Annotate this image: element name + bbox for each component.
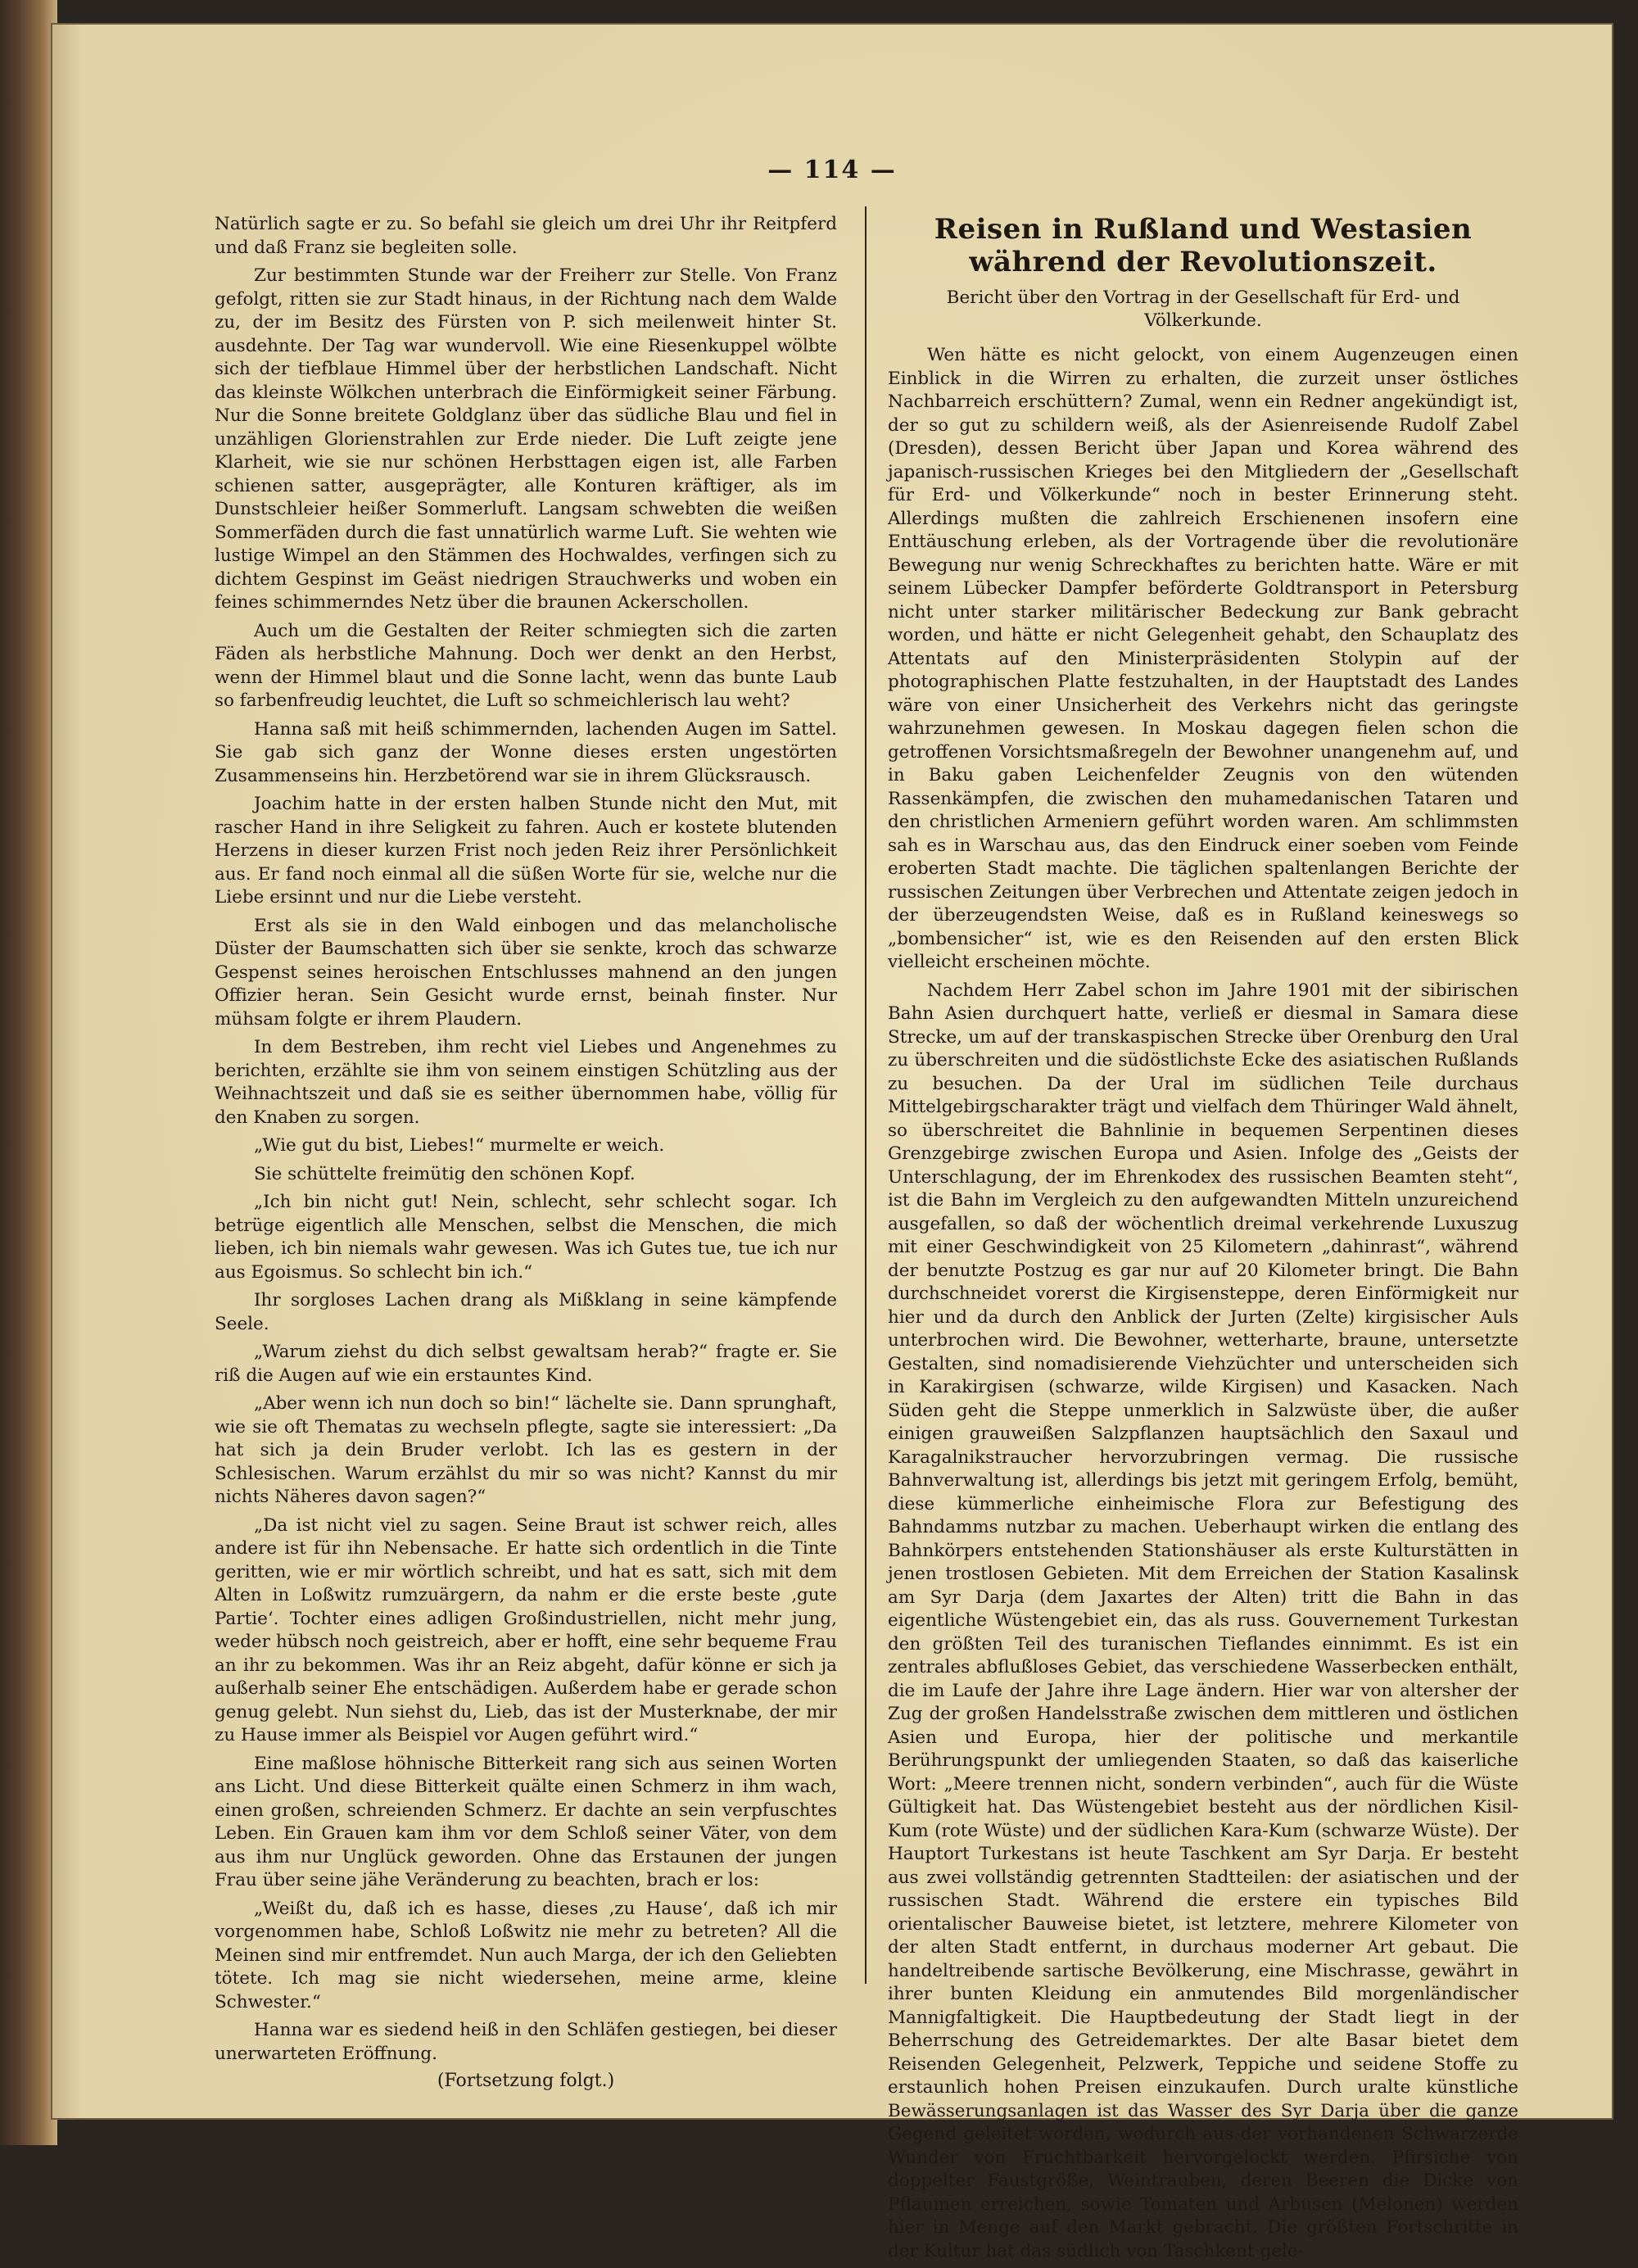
story-paragraph: In dem Bestreben, ihm recht viel Liebes und Angenehmes zu berichten, erzählte sie ihm von seinem einstigen Schützling aus der Weihnachtszeit und daß sie es seither übernommen habe, völlig für den Knaben zu sorgen. (215, 1037, 837, 1128)
story-paragraph: Ihr sorgloses Lachen drang als Mißklang in seine kämpfende Seele. (215, 1290, 837, 1334)
page-number: — 114 — (767, 156, 897, 184)
story-paragraph: Natürlich sagte er zu. So befahl sie gleich um drei Uhr ihr Reitpferd und daß Franz sie begleiten solle. (215, 214, 837, 258)
continued-note: (Fortsetzung folgt.) (437, 2071, 615, 2091)
left-column-story (215, 213, 837, 2091)
story-paragraph: Zur bestimmten Stunde war der Freiherr zur Stelle. Von Franz gefolgt, ritten sie zur Stadt hinaus, in der Richtung nach dem Walde zu, der im Besitz des Fürsten von P. sich meilenweit hinter St. ausdehnte. Der Tag war wundervoll. Wie eine Riesenkuppel wölbte sich der tiefblaue Himmel über der herbstlichen Landschaft. Nicht das kleinste Wölkchen unterbrach die Einförmigkeit seiner Färbung. Nur die Sonne breitete Goldglanz über das südliche Blau und fiel in unzähligen Glorienstrahlen zur Erde nieder. Die Luft zeigte jene Klarheit, wie sie nur schönen Herbsttagen eigen ist, alle Farben schienen satter, ausgeprägter, alle Konturen kräftiger, als im Dunstschleier heißer Sommerluft. Langsam schwebten die weißen Sommerfäden durch die fast unnatürlich warme Luft. Sie wehten wie lustige Wimpel an den Stämmen des Hochwaldes, verfingen sich zu dichtem Gespinst im Geäst niedrigen Strauchwerks und woben ein feines schimmerndes Netz über die braunen Ackerschollen. (215, 265, 837, 613)
newspaper-page (51, 23, 1613, 2261)
article-paragraph: Wen hätte es nicht gelockt, von einem Augenzeugen einen Einblick in die Wirren zu erhalten, die zurzeit unser östliches Nachbarreich erschüttern? Zumal, wenn ein Redner angekündigt ist, der so gut zu schildern weiß, als der Asienreisende Rudolf Zabel (Dresden), dessen Bericht über Japan und Korea während des japanisch-russischen Krieges bei den Mitgliedern der „Gesellschaft für Erd- und Völkerkunde“ noch in bester Erinnerung steht. Allerdings mußten die zahlreich Erschienenen insofern eine Enttäuschung erleben, als der Vortragende über die revolutionäre Bewegung nur wenig Schreckhaftes zu berichten hatte. Wäre er mit seinem Lübecker Dampfer beförderte Goldtransport in Petersburg nicht unter starker militärischer Bedeckung zur Bank gebracht worden, und hätte er nicht Gelegenheit gehabt, den Schauplatz des Attentats auf den Ministerpräsidenten Stolypin auf der photographischen Platte festzuhalten, in der Hauptstadt des Landes wäre von einer Unsicherheit des Verkehrs nicht das geringste wahrzunehmen gewesen. In Moskau dagegen fielen schon die getroffenen Vorsichtsmaßregeln der Bewohner unangenehm auf, und in Baku gaben Leichenfelder Zeugnis von den wütenden Rassenkämpfen, die zwischen den muhamedanischen Tataren und den christlichen Armeniern geführt worden waren. Am schlimmsten sah es in Warschau aus, das den Eindruck einer soeben vom Feinde eroberten Stadt machte. Die täglichen spaltenlangen Berichte der russischen Zeitungen über Verbrechen und Attentate zeigen jedoch in der überzeugendsten Weise, daß es in Rußland keineswegs so „bombensicher“ ist, wie es den Reisenden auf den ersten Blick vielleicht erscheinen möchte. (888, 345, 1518, 972)
story-paragraph: Erst als sie in den Wald einbogen und das melancholische Düster der Baumschatten sich über sie senkte, kroch das schwarze Gespenst seines heroischen Entschlusses mahnend an den jungen Offizier heran. Sein Gesicht wurde ernst, beinah finster. Nur mühsam folgte er ihrem Plaudern. (215, 915, 837, 1030)
story-paragraph: Hanna war es siedend heiß in den Schläfen gestiegen, bei dieser unerwarteten Eröffnung. (215, 2020, 837, 2064)
story-paragraph: Sie schüttelte freimütig den schönen Kopf. (254, 1163, 636, 1184)
column-divider (865, 206, 867, 1984)
story-paragraph: Eine maßlose höhnische Bitterkeit rang sich aus seinen Worten ans Licht. Und diese Bitterkeit quälte einen Schmerz in ihm wach, einen großen, schreienden Schmerz. Er dachte an sein verpfuschtes Leben. Ein Grauen kam ihm vor dem Schloß seiner Väter, von dem aus ihm nur Unglück geworden. Ohne das Erstaunen der jungen Frau über seine jähe Veränderung zu beachten, brach er los: (215, 1753, 837, 1890)
story-paragraph: „Da ist nicht viel zu sagen. Seine Braut ist schwer reich, alles andere ist für ihn Nebensache. Er hatte sich ordentlich in die Tinte geritten, wie er mir wörtlich schreibt, und hat es satt, sich mit dem Alten in Loßwitz rumzuärgern, da nahm er die erste beste ‚gute Partie‘. Tochter eines adligen Großindustriellen, nicht mehr jung, weder hübsch noch geistreich, aber er hofft, eine sehr bequeme Frau an ihr zu bekommen. Was ihr an Reiz abgeht, dafür könne er sich ja außerhalb seiner Ehe entschädigen. Außerdem habe er gerade schon genug gelebt. Nun siehst du, Lieb, das ist der Musterknabe, der mir zu Hause immer als Beispiel vor Augen geführt wird.“ (215, 1514, 837, 1745)
right-column-article (888, 213, 1518, 2268)
story-paragraph: Joachim hatte in der ersten halben Stunde nicht den Mut, mit rascher Hand in ihre Seligkeit zu fahren. Auch er kostete blutenden Herzens in dieser kurzen Frist noch jeden Reiz ihrer Persönlichkeit aus. Er fand noch einmal all die süßen Worte für sie, welche nur die Liebe ersinnt und nur die Liebe versteht. (215, 794, 837, 908)
story-paragraph: „Ich bin nicht gut! Nein, schlecht, sehr schlecht sogar. Ich betrüge eigentlich alle Menschen, selbst die Menschen, die mich lieben, ich bin niemals wahr gewesen. Was ich Gutes tue, tue ich nur aus Egoismus. So schlecht bin ich.“ (215, 1192, 837, 1283)
story-paragraph: „Wie gut du bist, Liebes!“ murmelte er weich. (254, 1135, 665, 1156)
story-paragraph: „Weißt du, daß ich es hasse, dieses ‚zu Hause‘, daß ich mir vorgenommen habe, Schloß Loßwitz nie mehr zu betreten? All die Meinen sind mir entfremdet. Nun auch Marga, der ich den Geliebten tötete. Ich mag sie nicht wiedersehen, meine arme, kleine Schwester.“ (215, 1898, 837, 2012)
story-paragraph: Hanna saß mit heiß schimmernden, lachenden Augen im Sattel. Sie gab sich ganz der Wonne dieses ersten ungestörten Zusammenseins hin. Herzbetörend war sie in ihrem Glücksrausch. (215, 718, 837, 786)
article-subheading: Bericht über den Vortrag in der Gesellschaft für Erd- und Völkerkunde. (946, 287, 1460, 331)
article-headline: Reisen in Rußland und Westasien während der Revolutionszeit. (934, 213, 1473, 278)
article-paragraph: Nachdem Herr Zabel schon im Jahre 1901 mit der sibirischen Bahn Asien durchquert hatte, verließ er diesmal in Samara diese Strecke, um auf der transkaspischen Strecke über Orenburg den Ural zu überschreiten und die südöstlichste Ecke des asiatischen Rußlands zu besuchen. Da der Ural im südlichen Teile durchaus Mittelgebirgscharakter trägt und vielfach dem Thüringer Wald ähnelt, so überschreitet die Bahnlinie in bequemen Serpentinen dieses Grenzgebirge zwischen Europa und Asien. Infolge des „Geists der Unterschlagung, der im Ehrenkodex des russischen Beamten steht“, ist die Bahn im Vergleich zu den aufgewandten Mitteln unzureichend ausgefallen, so daß der wöchentlich dreimal verkehrende Luxuszug mit einer Geschwindigkeit von 25 Kilometern „dahinrast“, während der benutzte Postzug es gar nur auf 20 Kilometer bringt. Die Bahn durchschneidet vorerst die Kirgisensteppe, deren Einförmigkeit nur hier und da durch den Anblick der Jurten (Zelte) kirgisischer Auls unterbrochen wird. Die Bewohner, wetterharte, braune, untersetzte Gestalten, sind nomadisierende Viehzüchter und unterscheiden sich in Karakirgisen (schwarze, wilde Kirgisen) und Kasacken. Nach Süden geht die Steppe unmerklich in Salzwüste über, die außer einigen grauweißen Salzpflanzen hauptsächlich den Saxaul und Karagalnikstraucher hervorzubringen vermag. Die russische Bahnverwaltung ist, allerdings bis jetzt mit geringem Erfolg, bemüht, diese kümmerliche einheimische Flora zur Befestigung des Bahndamms nutzbar zu machen. Ueberhaupt wirken die entlang des Bahnkörpers entstehenden Stationshäuser als erste Kulturstätten in jenen trostlosen Gebieten. Mit dem Erreichen der Station Kasalinsk am Syr Darja (dem Jaxartes der Alten) tritt die Bahn in das eigentliche Wüstengebiet ein, das als russ. Gouvernement Turkestan den größten Teil des turanischen Tieflandes einnimmt. Es ist ein zentrales abflußloses Gebiet, das verschiedene Wasserbecken enthält, die im Laufe der Jahre ihre Lage ändern. Hier war von altersher der Zug der großen Handelsstraße zwischen dem mittleren und östlichen Asien und Europa, hier der politische und merkantile Berührungspunkt der umliegenden Staaten, so daß das kaiserliche Wort: „Meere trennen nicht, sondern verbinden“, auch für die Wüste Gültigkeit hat. Das Wüstengebiet besteht aus der nördlichen Kisil-Kum (rote Wüste) und der südlichen Kara-Kum (schwarze Wüste). Der Hauptort Turkestans ist heute Taschkent am Syr Darja. Er besteht aus zwei vollständig getrennten Stadtteilen: der asiatischen und der russischen Stadt. Während die erstere ein typisches Bild orientalischer Bauweise bietet, ist letztere, mehrere Kilometer von der alten Stadt entfernt, in durchaus moderner Art gebaut. Die handeltreibende sartische Bevölkerung, eine Mischrasse, gewährt in ihrer bunten Kleidung ein anmutendes Bild morgenländischer Mannigfaltigkeit. Die Hauptbedeutung der Stadt liegt in der Beherrschung des Getreidemarktes. Der alte Basar bietet dem Reisenden Gelegenheit, Pelzwerk, Teppiche und seidene Stoffe zu erstaunlich hohen Preisen einzukaufen. Durch uralte künstliche Bewässerungsanlagen ist das Wasser des Syr Darja über die ganze Gegend geleitet worden, wodurch aus der vorhandenen Schwarzerde Wunder von Fruchtbarkeit hervorgelockt werden. Pfirsiche von doppelter Faustgröße, Weintrauben, deren Beeren die Dicke von Pflaumen erreichen, sowie Tomaten und Arbusen (Melonen) werden hier in Menge auf den Markt gebracht. Die größten Fortschritte in der Kultur hat das südlich von Taschkent gele- (888, 980, 1518, 2261)
story-paragraph: Auch um die Gestalten der Reiter schmiegten sich die zarten Fäden als herbstliche Mahnung. Doch wer denkt an den Herbst, wenn der Himmel blaut und die Sonne lacht, wenn das bunte Laub so farbenfreudig leuchtet, die Luft so schmeichlerisch lau weht? (215, 620, 837, 711)
story-paragraph: „Aber wenn ich nun doch so bin!“ lächelte sie. Dann sprunghaft, wie sie oft Thematas zu wechseln pflegte, sagte sie interessiert: „Da hat sich ja dein Bruder verlobt. Ich las es gestern in der Schlesischen. Warum erzählst du mir so was nicht? Kannst du mir nichts Näheres davon sagen?“ (215, 1393, 837, 1507)
book-binding-edge (0, 0, 57, 2145)
story-paragraph: „Warum ziehst du dich selbst gewaltsam herab?“ fragte er. Sie riß die Augen auf wie ein erstauntes Kind. (215, 1342, 837, 1386)
